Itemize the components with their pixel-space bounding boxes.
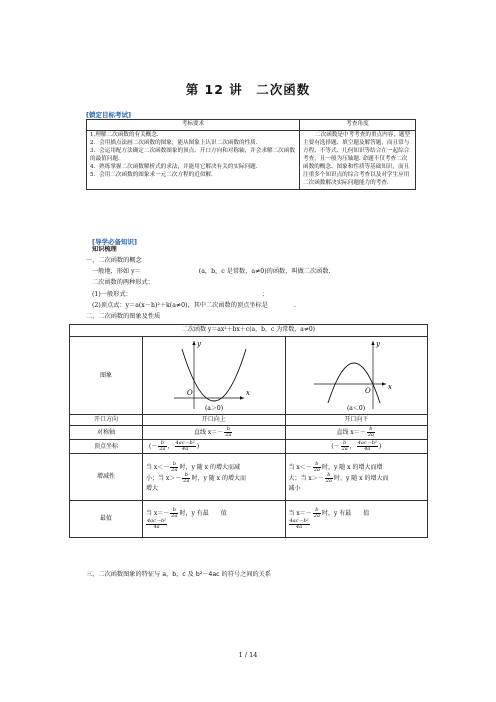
frac-num: b <box>313 508 321 514</box>
frac-den: 2a <box>171 466 178 473</box>
frac-den: 2a <box>313 513 320 520</box>
frac-den: 2a <box>171 513 178 520</box>
y-axis-arrow <box>192 341 195 345</box>
frac-den: 2a <box>341 446 348 453</box>
origin-label: O <box>186 389 193 397</box>
max-left-line-2 <box>146 519 282 530</box>
frac-num: 4ac－b² <box>147 518 167 525</box>
definition-text-b: (a，b，c 是常数，a≠0)的函数，叫做二次函数. <box>198 268 331 275</box>
mono-left-cell <box>143 454 286 501</box>
fraction <box>175 441 196 452</box>
req-header-left: 考标要求 <box>87 120 300 131</box>
mono-text: 时，y 随 x 的增大而 <box>333 474 389 482</box>
frac-num: b <box>341 441 349 447</box>
frac-den: 4a <box>296 524 303 531</box>
fraction <box>289 519 310 530</box>
definition-line <box>92 269 330 275</box>
frac-num: b <box>170 508 178 514</box>
fraction <box>357 441 378 452</box>
req-header-right: 考查角度 <box>300 120 416 131</box>
row-label-axis: 对称轴 <box>70 426 143 440</box>
fraction <box>341 441 349 452</box>
vertex-open: (－ <box>149 443 158 451</box>
graph-cell-up <box>143 337 286 415</box>
req-item: 5．会用二次函数的图象求一元二次方程的近似解. <box>90 171 213 178</box>
mono-text: 时，y 随 x 的增大而减 <box>179 463 240 471</box>
y-axis-label: y <box>376 340 381 348</box>
frac-den: 2a <box>313 466 320 473</box>
max-left-cell <box>143 501 286 538</box>
row-label-vertex: 顶点坐标 <box>70 440 143 454</box>
mono-right-line-1 <box>289 462 425 473</box>
frac-num: 4ac－b² <box>289 518 309 525</box>
page-number: 1 / 14 <box>238 651 258 659</box>
axis-prefix: 直线 x＝－ <box>336 429 366 437</box>
fraction <box>313 508 321 519</box>
x-axis-label: x <box>245 389 250 397</box>
max-text: 当 x＝－ <box>288 510 312 518</box>
properties-table <box>69 324 428 538</box>
mono-left-line-3: 增大 <box>146 484 159 492</box>
frac-num: 4ac－b² <box>175 440 195 447</box>
frac-num: b <box>158 441 166 447</box>
frac-den: 2a <box>159 446 166 453</box>
req-item: 1.理解二次函数的有关概念. <box>90 131 159 138</box>
axis-prefix: 直线 x＝－ <box>194 429 224 437</box>
frac-num: b <box>182 473 190 479</box>
forms-line: 二次函数的两种形式： <box>92 279 154 286</box>
frac-num: b <box>224 427 232 433</box>
mono-text: 时，y 随 x 的增大而增 <box>321 463 383 471</box>
max-right-cell <box>285 501 428 538</box>
mono-left-line-2 <box>146 473 282 484</box>
frac-num: b <box>170 462 178 468</box>
vertex-left-cell <box>143 440 286 454</box>
x-axis-arrow <box>382 382 386 385</box>
mono-left-line-1 <box>146 462 282 473</box>
vertex-open: (－ <box>331 443 340 451</box>
max-left-line-1 <box>146 508 282 519</box>
section-tag-guide: [导学必备知识] <box>92 238 137 246</box>
vertex-close: ) <box>196 443 200 451</box>
mono-text: 时，y 随 x 的增大而 <box>191 474 246 482</box>
row-label-image: 图象 <box>70 337 143 415</box>
vertex-form-end: . <box>293 302 296 309</box>
fraction <box>224 427 232 438</box>
parabola-down-graph <box>286 337 426 411</box>
req-left-cell <box>87 130 300 189</box>
x-axis-arrow <box>240 396 244 399</box>
axis-left-cell <box>143 426 286 440</box>
frac-num: b <box>367 427 375 433</box>
parabola-up-graph <box>144 337 284 411</box>
max-text: 当 x＝－ <box>146 510 170 518</box>
frac-den: 2a <box>367 432 374 439</box>
parabola-down-curve <box>328 363 380 403</box>
x-axis-label: x <box>388 383 393 391</box>
general-form-end: ； <box>261 291 268 298</box>
fraction <box>325 473 333 484</box>
req-item: 4．熟练掌握二次函数解析式的求法，并能用它解决有关的实际问题. <box>90 163 258 170</box>
origin-label: O <box>365 387 371 395</box>
caption-a-negative: (a＜0) <box>347 405 366 411</box>
fraction <box>182 473 190 484</box>
mono-text: 大；当 x＞－ <box>288 474 324 482</box>
fraction <box>158 441 166 452</box>
mono-text: 小；当 x＞－ <box>146 474 182 482</box>
frac-den: 4a <box>153 524 160 531</box>
max-text: 时，y 有最 值 <box>179 510 227 518</box>
row-label-mono: 增减性 <box>70 454 143 501</box>
fraction <box>313 462 321 473</box>
caption-a-positive: (a＞0) <box>204 405 223 411</box>
page-title: 第 12 讲 二次函数 <box>185 82 311 97</box>
fraction <box>146 519 167 530</box>
mono-right-line-2 <box>289 473 425 484</box>
mono-text: 当 x＜－ <box>146 463 170 471</box>
frac-den: 4a <box>364 446 371 453</box>
open-up-cell: 开口向上 <box>143 415 286 426</box>
frac-den: 2a <box>325 477 332 484</box>
requirements-table <box>86 119 416 190</box>
section-3-heading: 三、二次函数图象的特征与 a，b，c 及 b²－4ac 的符号之间的关系 <box>86 571 272 578</box>
fraction <box>170 508 178 519</box>
req-item: 2．会用描点法画二次函数的图象，能从图象上认识二次函数的性质. <box>90 139 258 146</box>
knowledge-heading: 知识梳理 <box>92 246 117 253</box>
section-tag-goals: [锁定目标考试] <box>86 111 131 119</box>
vertex-right-cell <box>285 440 428 454</box>
section-1-heading: 一、二次函数的概念 <box>86 257 142 264</box>
props-header: 二次函数 y＝ax²＋bx＋c(a，b，c 为常数，a≠0) <box>70 325 428 337</box>
mono-right-cell <box>285 454 428 501</box>
frac-num: b <box>313 462 321 468</box>
row-label-max: 最值 <box>70 501 143 538</box>
vertex-sep: ， <box>349 443 356 451</box>
open-down-cell: 开口向下 <box>285 415 428 426</box>
vertex-sep: ， <box>167 443 174 451</box>
y-axis-arrow <box>372 341 375 345</box>
mono-right-line-3: 减小 <box>288 484 301 492</box>
graph-cell-down <box>285 337 428 415</box>
max-text: 时，y 有最 值 <box>321 510 370 518</box>
frac-den: 4a <box>182 446 189 453</box>
frac-den: 2a <box>225 432 232 439</box>
frac-den: 2a <box>183 477 190 484</box>
row-label-open: 开口方向 <box>70 415 143 426</box>
general-form-text: (1)一般形式： <box>92 291 132 298</box>
general-form-line <box>92 292 268 298</box>
vertex-close: ) <box>378 443 382 451</box>
vertex-form-text: (2)顶点式：y＝a(x－h)²＋k(a≠0)，其中二次函数的顶点坐标是 <box>92 302 268 309</box>
y-axis-label: y <box>196 340 201 348</box>
fraction <box>367 427 375 438</box>
definition-text-a: 一般地，形如 y＝ <box>92 268 141 275</box>
vertex-form-line <box>92 303 296 309</box>
axis-right-cell <box>285 426 428 440</box>
req-item: 3．会运用配方法确定二次函数图象的顶点、开口方向和对称轴，并会求解二次函数的最值问题. <box>90 147 295 162</box>
req-right-cell: 二次函数是中考考查的重点内容，题型主要有选择题、填空题及解答题，而且常与方程、不等式、几何知识等结合在一起综合考查，且一般为压轴题. 命题不仅考查二次函数的概念、图象和性质等基础知识，而且注重多个知识点的综合考查以及对学生应用二次函数解决实际问题能力的考查. <box>300 130 416 189</box>
frac-num: b <box>325 473 333 479</box>
max-right-line-2 <box>289 519 425 530</box>
fraction <box>170 462 178 473</box>
section-2-heading: 二、二次函数的图象及性质 <box>86 313 161 320</box>
mono-text: 当 x＜－ <box>288 463 312 471</box>
frac-num: 4ac－b² <box>357 440 377 447</box>
